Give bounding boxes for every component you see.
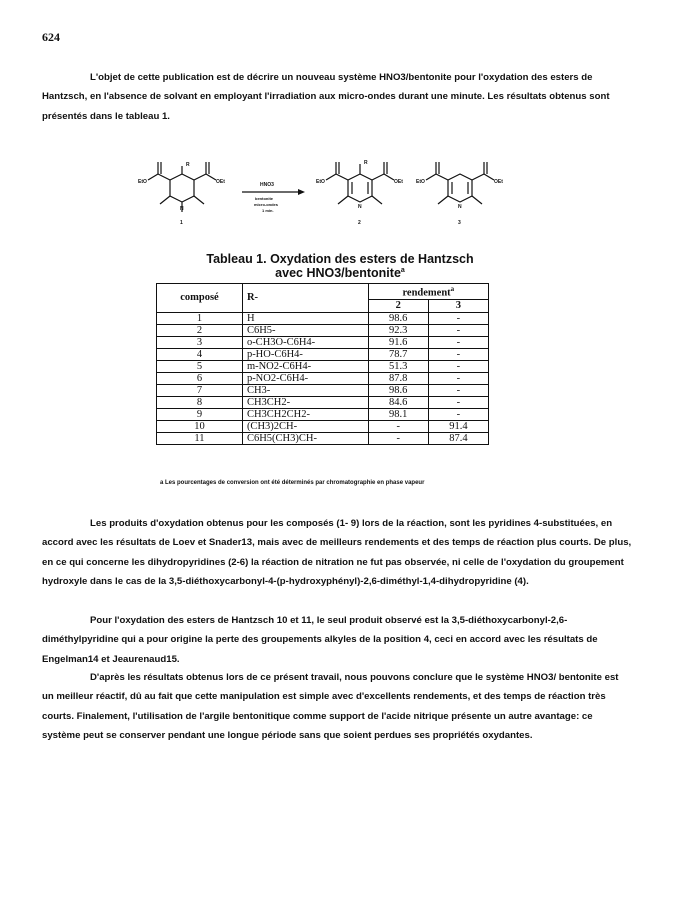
yield-3-cell: - — [428, 336, 488, 348]
scheme-substituent-2: R — [364, 160, 368, 166]
paragraph-3: D'après les résultats obtenus lors de ce présent travail, nous pouvons conclure que le système HNO3/ bentonite est un meilleur réactif, dû au fait que cette manipulation est simple avec d'excellents rendements, et des temps de réaction très courts. Finalement, l'utilisation de l'argile bentonitique comme support de l'acide nitrique présente un autre avantage: ce système peut se conserver pendant une longue période sans que soient perdues ses propriétés oxydantes. — [42, 672, 619, 742]
compound-cell: 9 — [157, 408, 243, 420]
r-group-cell: o-CH3O-C6H4- — [242, 336, 368, 348]
compound-2-structure — [326, 162, 394, 204]
yield-3-cell: - — [428, 360, 488, 372]
table-row — [157, 396, 489, 408]
table-row — [157, 312, 489, 324]
r-group-cell: p-NO2-C6H4- — [242, 372, 368, 384]
r-group-cell: CH3CH2CH2- — [242, 408, 368, 420]
scheme-condition-3: 1 min. — [262, 208, 274, 213]
header-rendement-sup: a — [450, 285, 455, 293]
paragraph-2: Pour l'oxydation des esters de Hantzsch 10 et 11, le seul produit observé est la 3,5-diéthoxycarbonyl-2,6-diméthylpyridine qui a pour origine la perte des groupements alkyles de la position 4, ceci en accord avec les résultats de Engelman14 et Jeaurenaud15. — [42, 615, 598, 665]
yield-2-cell: 98.1 — [368, 408, 428, 420]
yield-3-cell: - — [428, 372, 488, 384]
table-row — [157, 420, 489, 432]
compound-cell: 7 — [157, 384, 243, 396]
yield-2-cell: 98.6 — [368, 384, 428, 396]
header-r: R- — [242, 284, 368, 313]
table-caption-text: avec HNO3/bentonite — [275, 266, 401, 280]
yield-2-cell: 78.7 — [368, 348, 428, 360]
compound-1-structure — [148, 162, 216, 212]
table-row — [157, 384, 489, 396]
table-footnote: a Les pourcentages de conversion ont été déterminés par chromatographie en phase vapeur — [160, 480, 425, 486]
scheme-ester-left-2: EtO — [316, 179, 325, 185]
scheme-condition-2: micro-ondes — [254, 202, 279, 207]
results-table — [156, 283, 489, 445]
compound-cell: 8 — [157, 396, 243, 408]
table-row — [157, 360, 489, 372]
table-row — [157, 372, 489, 384]
r-group-cell: p-HO-C6H4- — [242, 348, 368, 360]
compound-number-1: 1 — [180, 220, 183, 226]
compound-cell: 6 — [157, 372, 243, 384]
scheme-reagent: HNO3 — [260, 182, 274, 188]
r-group-cell: m-NO2-C6H4- — [242, 360, 368, 372]
yield-2-cell: 98.6 — [368, 312, 428, 324]
scheme-ester-left-1: EtO — [138, 179, 147, 185]
table-row — [157, 408, 489, 420]
compound-cell: 1 — [157, 312, 243, 324]
compound-cell: 3 — [157, 336, 243, 348]
yield-3-cell: - — [428, 348, 488, 360]
scheme-n-label-3: N — [458, 204, 462, 210]
compound-cell: 11 — [157, 432, 243, 444]
r-group-cell: CH3CH2- — [242, 396, 368, 408]
header-col-3: 3 — [428, 299, 488, 312]
compound-cell: 10 — [157, 420, 243, 432]
yield-2-cell: 87.8 — [368, 372, 428, 384]
r-group-cell: C6H5(CH3)CH- — [242, 432, 368, 444]
r-group-cell: CH3- — [242, 384, 368, 396]
table-caption-line1: Tableau 1. Oxydation des esters de Hantzsch — [206, 252, 474, 266]
page-number: 624 — [42, 30, 60, 44]
table-row — [157, 336, 489, 348]
r-group-cell: C6H5- — [242, 324, 368, 336]
header-col-2: 2 — [368, 299, 428, 312]
intro-paragraph: L'objet de cette publication est de décrire un nouveau système HNO3/bentonite pour l'oxydation des esters de Hantzsch, en l'absence de solvant en employant l'irradiation aux micro-ondes durant une minute. Les résultats obtenus sont présentés dans le tableau 1. — [42, 72, 610, 122]
scheme-ester-right-2: OEt — [394, 179, 403, 185]
yield-2-cell: 51.3 — [368, 360, 428, 372]
r-group-cell: (CH3)2CH- — [242, 420, 368, 432]
table-row — [157, 324, 489, 336]
compound-3-structure — [426, 162, 494, 204]
yield-2-cell: - — [368, 420, 428, 432]
compound-number-3: 3 — [458, 220, 461, 226]
header-rendement-label: rendement — [402, 287, 451, 299]
table-body — [157, 312, 489, 444]
reaction-scheme — [130, 152, 550, 244]
table-row — [157, 432, 489, 444]
yield-3-cell: 87.4 — [428, 432, 488, 444]
compound-cell: 2 — [157, 324, 243, 336]
header-rendement — [368, 284, 488, 300]
r-group-cell: H — [242, 312, 368, 324]
table-header-row — [157, 284, 489, 300]
compound-cell: 4 — [157, 348, 243, 360]
scheme-nh-label: N — [180, 206, 184, 212]
scheme-condition-1: bentonite — [255, 196, 273, 201]
scheme-ester-right-1: OEt — [216, 179, 225, 185]
compound-number-2: 2 — [358, 220, 361, 226]
table-caption-line2 — [120, 266, 560, 280]
yield-2-cell: 92.3 — [368, 324, 428, 336]
scheme-substituent-1: R — [186, 162, 190, 168]
paragraph-1: Les produits d'oxydation obtenus pour les composés (1- 9) lors de la réaction, sont les pyridines 4-substituées, en accord avec les résultats de Loev et Snader13, mais avec de meilleurs rendements et des temps de réaction plus courts. De plus, en ce qui concerne les dihydropyridines (2-6) la réaction de nitration ne fut pas observée, ni celle de l'oxydation du groupement hydroxyle dans le cas de la 3,5-diéthoxycarbonyl-4-(p-hydroxyphényl)-2,6-diméthyl-1,4-dihydropyridine (4). — [42, 518, 632, 588]
scheme-ester-left-3: EtO — [416, 179, 425, 185]
yield-2-cell: - — [368, 432, 428, 444]
yield-3-cell: - — [428, 324, 488, 336]
yield-3-cell: - — [428, 384, 488, 396]
scheme-ester-right-3: OEt — [494, 179, 503, 185]
table-row — [157, 348, 489, 360]
table-caption-sup: a — [400, 266, 405, 274]
compound-cell: 5 — [157, 360, 243, 372]
yield-3-cell: - — [428, 408, 488, 420]
header-compose: composé — [157, 284, 243, 313]
scheme-n-label-2: N — [358, 204, 362, 210]
yield-3-cell: - — [428, 312, 488, 324]
yield-2-cell: 91.6 — [368, 336, 428, 348]
yield-3-cell: 91.4 — [428, 420, 488, 432]
yield-3-cell: - — [428, 396, 488, 408]
yield-2-cell: 84.6 — [368, 396, 428, 408]
